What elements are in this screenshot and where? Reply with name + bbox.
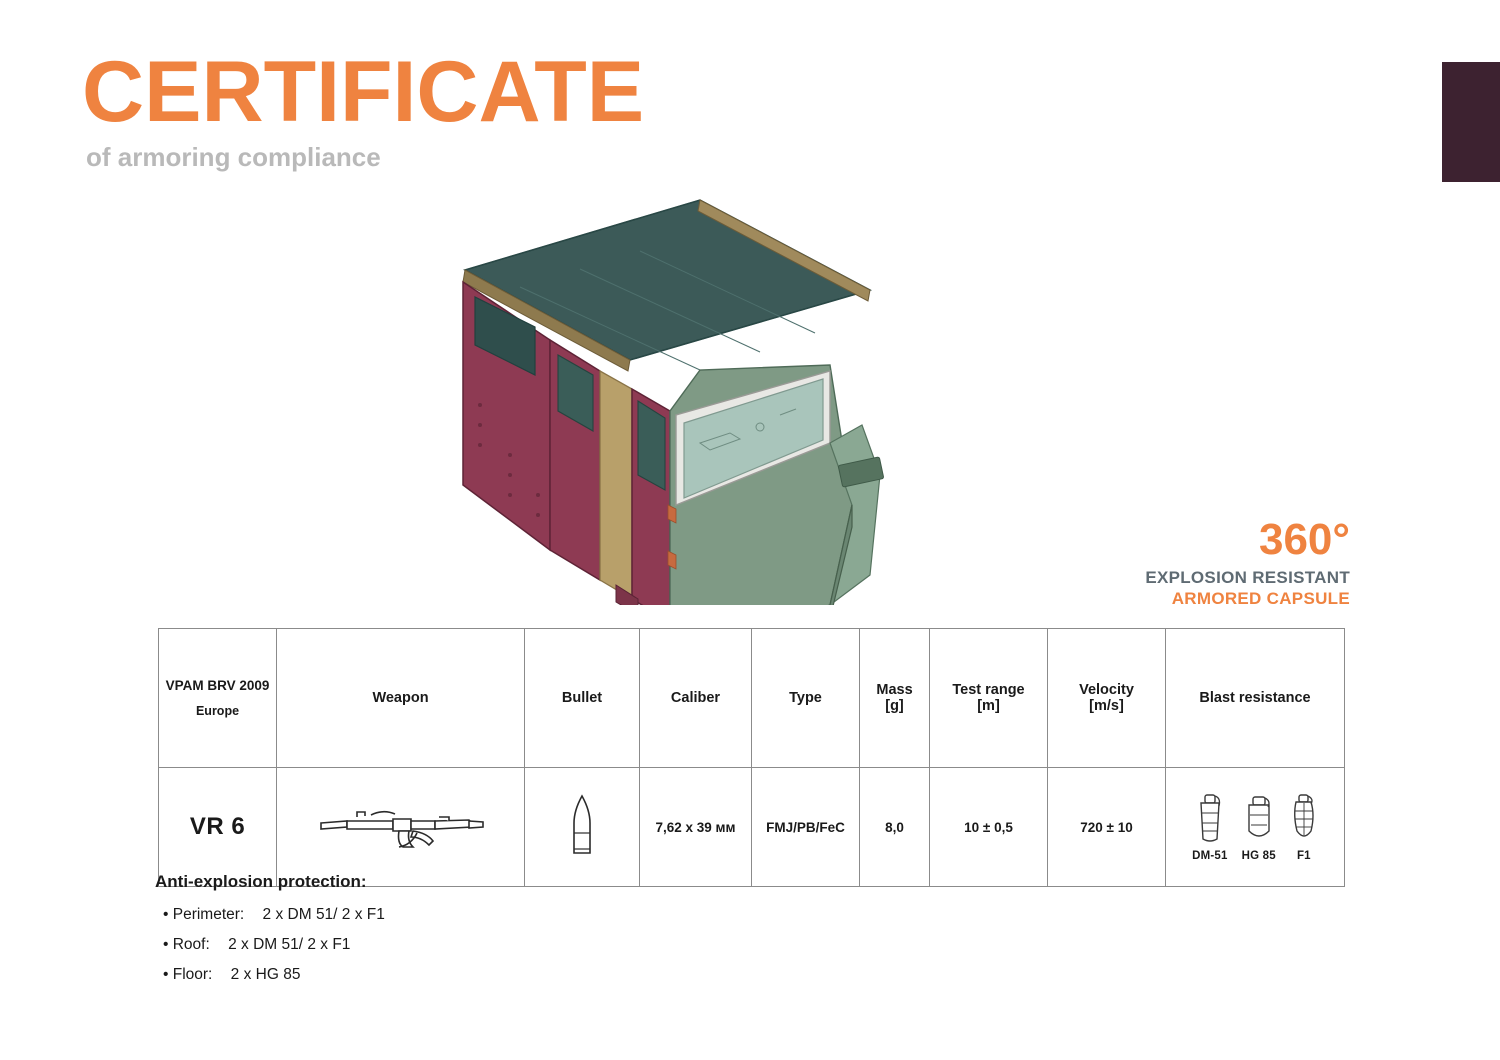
explosion-resistant-badge bbox=[1145, 515, 1350, 609]
grenade-hg85-icon bbox=[1244, 833, 1274, 848]
cell-mass: 8,0 bbox=[860, 768, 930, 887]
blast-item-dm51 bbox=[1192, 793, 1228, 862]
list-item-value: 2 x DM 51/ 2 x F1 bbox=[228, 936, 351, 953]
cell-type: FMJ/PB/FeC bbox=[752, 768, 860, 887]
header-velocity-line2: [m/s] bbox=[1089, 698, 1124, 714]
blast-icon-group bbox=[1168, 793, 1342, 862]
list-item bbox=[155, 966, 385, 984]
list-item-value: 2 x DM 51/ 2 x F1 bbox=[262, 906, 385, 923]
cell-caliber: 7,62 x 39 мм bbox=[640, 768, 752, 887]
header-test-range-line1: Test range bbox=[952, 682, 1025, 698]
blast-label: HG 85 bbox=[1241, 849, 1276, 862]
blast-label: DM-51 bbox=[1192, 849, 1228, 862]
anti-explosion-section bbox=[155, 872, 385, 996]
badge-degrees: 360° bbox=[1258, 515, 1350, 564]
bullet-icon bbox=[568, 847, 596, 862]
standard-value: VR 6 bbox=[189, 813, 246, 840]
cell-velocity: 720 ± 10 bbox=[1048, 768, 1166, 887]
list-item-value: 2 x HG 85 bbox=[230, 966, 301, 983]
list-item-label: • Perimeter: bbox=[163, 906, 245, 923]
list-item bbox=[155, 906, 385, 924]
page-title bbox=[82, 44, 645, 173]
armored-capsule-illustration bbox=[400, 175, 960, 605]
cell-standard bbox=[159, 768, 277, 887]
header-standard bbox=[159, 629, 277, 768]
certificate-title: CERTIFICATE bbox=[82, 44, 645, 140]
header-standard-main: VPAM BRV 2009 bbox=[165, 677, 270, 693]
badge-line-2: ARMORED CAPSULE bbox=[1171, 589, 1350, 608]
list-item-label: • Roof: bbox=[163, 936, 210, 953]
grenade-f1-icon bbox=[1290, 833, 1318, 848]
specification-table bbox=[158, 628, 1345, 887]
list-item bbox=[155, 936, 385, 954]
cell-blast-resistance bbox=[1166, 768, 1345, 887]
header-velocity bbox=[1048, 629, 1166, 768]
assault-rifle-icon bbox=[313, 843, 488, 858]
list-item-label: • Floor: bbox=[163, 966, 213, 983]
header-weapon: Weapon bbox=[277, 629, 525, 768]
blast-label: F1 bbox=[1296, 849, 1311, 862]
corner-mark-decoration bbox=[1442, 62, 1500, 182]
anti-explosion-list bbox=[155, 906, 385, 984]
header-velocity-line1: Velocity bbox=[1079, 682, 1134, 698]
table-row bbox=[159, 768, 1345, 887]
header-type: Type bbox=[752, 629, 860, 768]
header-mass-line1: Mass bbox=[876, 682, 913, 698]
header-bullet: Bullet bbox=[525, 629, 640, 768]
header-blast-resistance: Blast resistance bbox=[1166, 629, 1345, 768]
header-mass-line2: [g] bbox=[885, 698, 904, 714]
cell-test-range: 10 ± 0,5 bbox=[930, 768, 1048, 887]
blast-item-hg85 bbox=[1242, 793, 1276, 862]
header-test-range-line2: [m] bbox=[977, 698, 1000, 714]
header-mass bbox=[860, 629, 930, 768]
grenade-dm51-icon bbox=[1195, 833, 1225, 848]
blast-item-f1 bbox=[1290, 793, 1318, 862]
header-test-range bbox=[930, 629, 1048, 768]
certificate-subtitle: of armoring compliance bbox=[86, 141, 381, 172]
cell-weapon bbox=[277, 768, 525, 887]
cell-bullet bbox=[525, 768, 640, 887]
header-standard-sub: Europe bbox=[195, 704, 240, 719]
anti-explosion-title: Anti-explosion protection: bbox=[155, 872, 367, 891]
header-caliber: Caliber bbox=[640, 629, 752, 768]
table-header-row bbox=[159, 629, 1345, 768]
badge-line-1: EXPLOSION RESISTANT bbox=[1145, 568, 1350, 587]
